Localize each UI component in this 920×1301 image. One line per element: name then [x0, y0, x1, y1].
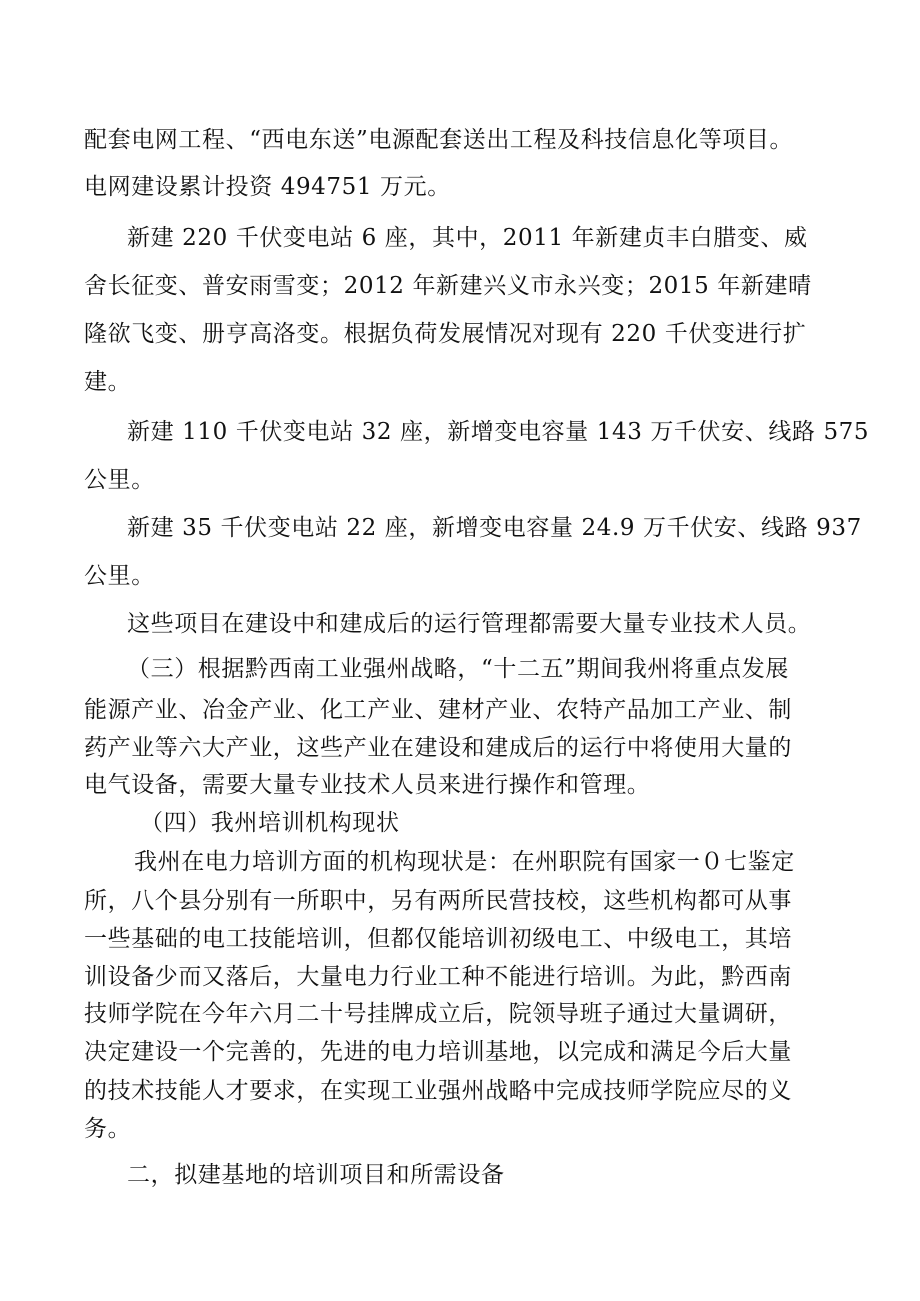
text-line: 我州在电力培训方面的机构现状是：在州职院有国家一０七鉴定 [134, 849, 795, 875]
text-line: 药产业等六大产业，这些产业在建设和建成后的运行中将使用大量的 [84, 735, 792, 761]
text-line: 舍长征变、普安雨雪变；2012 年新建兴义市永兴变；2015 年新建晴 [84, 273, 812, 299]
text-line: 训设备少而又落后，大量电力行业工种不能进行培训。为此，黔西南 [84, 964, 792, 990]
text-line: 电网建设累计投资 494751 万元。 [84, 174, 451, 200]
text-line: 新建 220 千伏变电站 6 座，其中，2011 年新建贞丰白腊变、威 [127, 225, 808, 251]
text-line: 这些项目在建设中和建成后的运行管理都需要大量专业技术人员。 [127, 611, 812, 637]
text-line: 新建 35 千伏变电站 22 座，新增变电容量 24.9 万千伏安、线路 937 [127, 515, 862, 541]
text-line: 决定建设一个完善的，先进的电力培训基地，以完成和满足今后大量 [84, 1039, 792, 1065]
text-line: 公里。 [84, 467, 155, 493]
text-line: 电气设备，需要大量专业技术人员来进行操作和管理。 [84, 772, 651, 798]
text-line: 建。 [84, 369, 132, 395]
text-line: 一些基础的电工技能培训，但都仅能培训初级电工、中级电工，其培 [84, 926, 792, 952]
section-heading: （四）我州培训机构现状 [140, 810, 400, 836]
text-line: 的技术技能人才要求，在实现工业强州战略中完成技师学院应尽的义 [84, 1078, 792, 1104]
text-line: 务。 [84, 1116, 132, 1142]
text-line: 能源产业、冶金产业、化工产业、建材产业、农特产品加工产业、制 [84, 697, 792, 723]
text-line: 所，八个县分别有一所职中，另有两所民营技校，这些机构都可从事 [84, 888, 792, 914]
section-heading: 二，拟建基地的培训项目和所需设备 [127, 1162, 505, 1188]
text-line: 隆欲飞变、册亨高洛变。根据负荷发展情况对现有 220 千伏变进行扩 [84, 321, 807, 347]
text-line: 技师学院在今年六月二十号挂牌成立后，院领导班子通过大量调研， [84, 1001, 792, 1027]
text-line: 公里。 [84, 563, 155, 589]
text-line: （三）根据黔西南工业强州战略，“十二五”期间我州将重点发展 [127, 656, 789, 682]
text-line: 新建 110 千伏变电站 32 座，新增变电容量 143 万千伏安、线路 575 [127, 419, 870, 445]
text-line: 配套电网工程、“西电东送”电源配套送出工程及科技信息化等项目。 [84, 127, 794, 153]
